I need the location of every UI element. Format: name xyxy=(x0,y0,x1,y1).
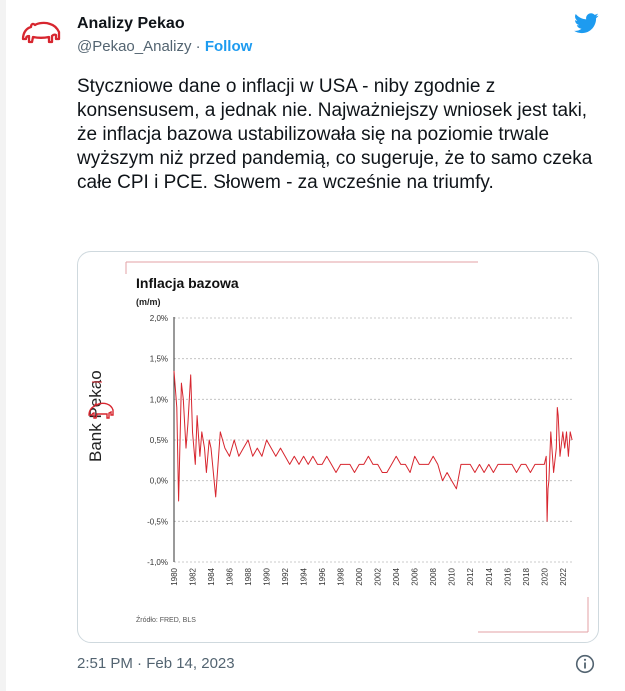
x-tick-label: 1998 xyxy=(336,568,346,586)
author-name[interactable]: Analizy Pekao xyxy=(77,15,185,32)
series-line xyxy=(174,371,572,521)
x-tick-label: 2006 xyxy=(410,568,420,586)
y-tick-label: 1,0% xyxy=(149,395,168,405)
x-tick-label: 1996 xyxy=(318,568,328,586)
bison-logo-icon[interactable] xyxy=(17,12,65,60)
x-tick-label: 2014 xyxy=(484,568,494,586)
y-tick-label: 2,0% xyxy=(149,314,168,323)
chart-subtitle: (m/m) xyxy=(136,297,161,307)
brand-logo xyxy=(86,370,105,462)
brand-text: Bank Pekao xyxy=(86,370,105,462)
y-tick-label: -0,5% xyxy=(147,517,168,527)
twitter-bird-icon[interactable] xyxy=(574,13,599,34)
left-border xyxy=(0,0,6,691)
separator-dot: · xyxy=(195,38,201,55)
x-tick-label: 1984 xyxy=(207,568,217,586)
x-tick-label: 1990 xyxy=(262,568,272,586)
chart-image-card[interactable] xyxy=(77,251,599,643)
y-tick-label: 0,0% xyxy=(149,476,168,486)
chart-source: Źródło: FRED, BLS xyxy=(136,617,196,624)
x-tick-label: 2018 xyxy=(521,568,531,586)
tweet-timestamp[interactable]: 2:51 PM · Feb 14, 2023 xyxy=(77,655,235,672)
x-tick-label: 2020 xyxy=(540,568,550,586)
y-tick-label: 0,5% xyxy=(149,436,168,445)
x-tick-label: 2012 xyxy=(466,568,476,586)
follow-button[interactable]: Follow xyxy=(204,38,253,55)
x-tick-label: 1988 xyxy=(244,568,254,586)
x-tick-label: 2000 xyxy=(355,568,365,586)
x-tick-label: 1994 xyxy=(299,568,309,586)
x-tick-label: 1986 xyxy=(225,568,235,586)
x-tick-label: 1980 xyxy=(170,568,179,586)
x-tick-label: 2008 xyxy=(429,568,439,586)
y-tick-label: -1,0% xyxy=(147,558,168,567)
tweet-text: Styczniowe dane o inflacji w USA - niby zgodnie z konsensusem, a jednak nie. Najważniejszy wniosek jest taki, że inflacja bazowa ustabilizowała się na poziomie trwale wyższym niż przed pandemią, co sugeruje, że to samo czeka całe CPI i PCE. Słowem - za wcześnie na triumfy. xyxy=(77,76,593,193)
chart-title: Inflacja bazowa xyxy=(136,275,239,291)
x-tick-label: 2016 xyxy=(503,568,513,586)
info-circle-icon[interactable] xyxy=(575,654,595,674)
y-tick-label: 1,5% xyxy=(149,354,168,364)
author-handle-row xyxy=(77,38,252,55)
x-tick-label: 2022 xyxy=(558,568,568,586)
x-tick-label: 2010 xyxy=(447,568,457,586)
x-tick-label: 1992 xyxy=(281,568,291,586)
x-tick-label: 2004 xyxy=(392,568,402,586)
x-tick-label: 2002 xyxy=(373,568,383,586)
chart xyxy=(78,252,598,642)
x-tick-label: 1982 xyxy=(188,568,198,586)
author-handle[interactable]: @Pekao_Analizy xyxy=(77,38,192,55)
